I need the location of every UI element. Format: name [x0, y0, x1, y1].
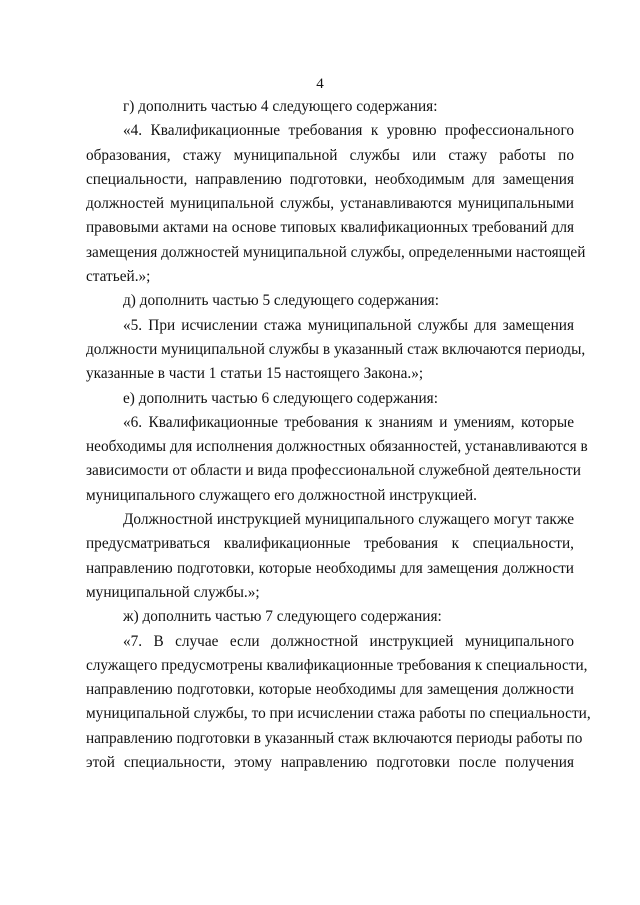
text-line: специальности, направлению подготовки, необходимым для замещения	[86, 170, 574, 188]
text-line: замещения должностей муниципальной службы, определенными настоящей	[86, 243, 586, 261]
text-line: Должностной инструкцией муниципального служащего могут также	[123, 511, 574, 529]
text-line: служащего предусмотрены квалификационные требования к специальности,	[86, 656, 588, 674]
text-line: «5. При исчислении стажа муниципальной службы для замещения	[123, 316, 574, 334]
text-line: ж) дополнить частью 7 следующего содержания:	[123, 608, 442, 626]
text-line: должности муниципальной службы в указанный стаж включаются периоды,	[86, 340, 586, 358]
text-line: муниципальной службы, то при исчислении стажа работы по специальности,	[86, 705, 591, 723]
text-line: указанные в части 1 статьи 15 настоящего Закона.»;	[86, 365, 424, 383]
text-line: должностей муниципальной службы, устанавливаются муниципальными	[86, 195, 574, 213]
text-line: зависимости от области и вида профессиональной служебной деятельности	[86, 462, 581, 480]
text-line: направлению подготовки, которые необходимы для замещения должности	[86, 559, 574, 577]
text-line: «6. Квалификационные требования к знаниям и умениям, которые	[123, 413, 574, 431]
text-line: направлению подготовки в указанный стаж включаются периоды работы по	[86, 729, 583, 747]
text-line: правовыми актами на основе типовых квалификационных требований для	[86, 219, 574, 237]
document-body	[86, 95, 591, 775]
text-line: необходимы для исполнения должностных обязанностей, устанавливаются в	[86, 438, 588, 456]
text-line: образования, стажу муниципальной службы или стажу работы по	[86, 146, 574, 164]
text-line: е) дополнить частью 6 следующего содержания:	[123, 389, 438, 407]
text-line: г) дополнить частью 4 следующего содержания:	[123, 98, 438, 115]
text-line: этой специальности, этому направлению подготовки после получения	[86, 754, 574, 772]
text-line: муниципальной службы.»;	[86, 583, 260, 601]
text-line: «7. В случае если должностной инструкцией муниципального	[123, 632, 574, 650]
text-line: направлению подготовки, которые необходимы для замещения должности	[86, 681, 574, 699]
page-number: 4	[316, 76, 324, 92]
text-line: муниципального служащего его должностной инструкцией.	[86, 486, 478, 504]
text-line: предусматриваться квалификационные требования к специальности,	[86, 535, 574, 553]
text-line: статьей.»;	[86, 268, 151, 286]
text-line: д) дополнить частью 5 следующего содержания:	[123, 292, 439, 310]
text-line: «4. Квалификационные требования к уровню профессионального	[123, 122, 574, 140]
